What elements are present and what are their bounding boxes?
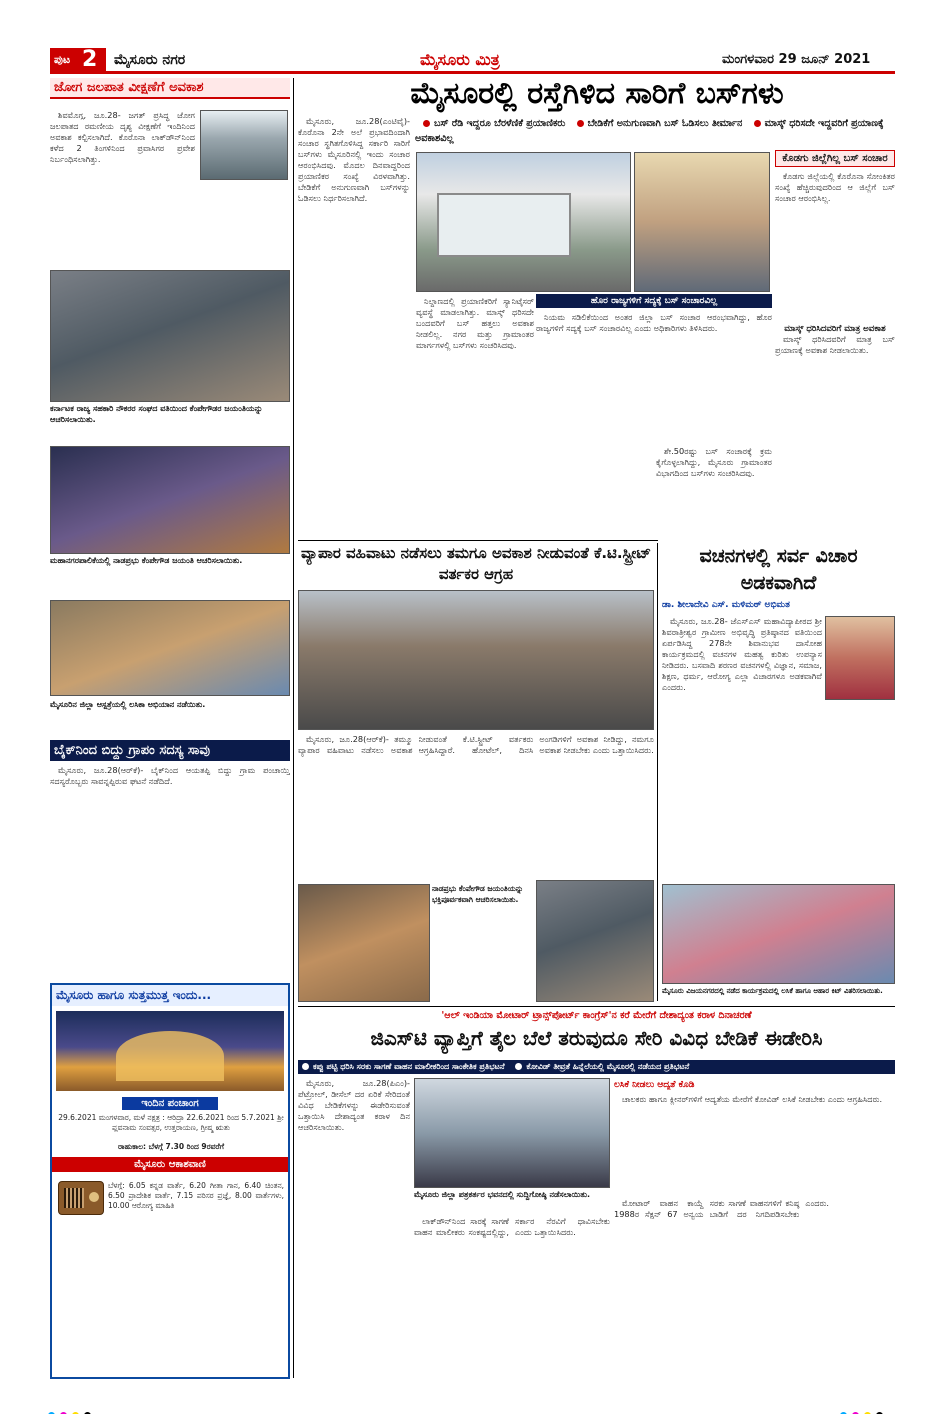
bullet-icon: [754, 120, 761, 127]
paper-name: ಮೈಸೂರು ಮಿತ್ರ: [420, 50, 500, 69]
vachana-headline: ವಚನಗಳಲ್ಲಿ ಸರ್ವ ವಿಚಾರ ಅಡಕವಾಗಿದೆ: [699, 545, 858, 594]
rahu-kala: ರಾಹುಕಾಲ: ಬೆಳಗ್ಗೆ 7.30 ರಿಂದ 9ರವರೆಗೆ: [117, 1142, 225, 1151]
issue-date: ಮಂಗಳವಾರ 29 ಜೂನ್ 2021: [722, 52, 871, 67]
lead-body: ಮೈಸೂರು, ಜೂ.28(ಎಂಟಿವೈ)- ಕೊರೊನಾ 2ನೇ ಅಲೆ ಪ್ರಭಾವದಿಂದಾಗಿ ಸಂಚಾರ ಸ್ಥಗಿತಗೊಳಿಸಿದ್ದ ಸರ್ಕಾರಿ ಸಾರಿಗೆ ಬಸ್‌ಗಳು ಮೈಸೂರಿನಲ್ಲಿ ಇಂದು ಸಂಚಾರ ಆರಂಭಿಸಿದವು. ಮೊದಲ ದಿನವಾದ್ದರಿಂದ ಪ್ರಯಾಣಿಕರ ಸಂಖ್ಯೆ ವಿರಳವಾಗಿತ್ತು. ಬೇಡಿಕೆಗೆ ಅನುಗುಣವಾಗಿ ಬಸ್‌ಗಳನ್ನು ಓಡಿಸಲು ನಿರ್ಧರಿಸಲಾಗಿದೆ.: [298, 116, 410, 203]
lead-body-col2: ನಿಲ್ದಾಣದಲ್ಲಿ ಪ್ರಯಾಣಿಕರಿಗೆ ಸ್ಯಾನಿಟೈಸರ್ ವ್ಯವಸ್ಥೆ ಮಾಡಲಾಗಿತ್ತು. ಮಾಸ್ಕ್ ಧರಿಸದೇ ಬಂದವರಿಗೆ ಬಸ್ ಹತ್ತಲು ಅವಕಾಶ ನೀಡಲಿಲ್ಲ. ನಗರ ಮತ್ತು ಗ್ರಾಮಾಂತರ ಮಾರ್ಗಗಳಲ್ಲಿ ಬಸ್‌ಗಳು ಸಂಚರಿಸಿದವು.: [416, 296, 534, 350]
lead-photo-caption: ಹೊರ ರಾಜ್ಯಗಳಿಗೆ ಸದ್ಯಕ್ಕೆ ಬಸ್ ಸಂಚಾರವಿಲ್ಲ: [536, 294, 772, 308]
subpoint: ಮಾಸ್ಕ್ ಧರಿಸದೇ ಇದ್ದವರಿಗೆ ಪ್ರಯಾಣಕ್ಕೆ ಅವಕಾಶವಿಲ್ಲ: [415, 118, 884, 144]
story-body: ಶಿವಮೊಗ್ಗ, ಜೂ.28- ಜಗತ್ ಪ್ರಸಿದ್ಧ ಜೋಗ ಜಲಪಾತದ ರಮಣೀಯ ದೃಶ್ಯ ವೀಕ್ಷಣೆಗೆ ಇಂದಿನಿಂದ ಅವಕಾಶ ಕಲ್ಪಿಸಲಾಗಿದೆ. ಕೊರೊನಾ ಲಾಕ್‌ಡೌನ್‌ನಿಂದ ಕಳೆದ 2 ತಿಂಗಳಿನಿಂದ ಪ್ರವಾಸಿಗರ ಪ್ರವೇಶ ನಿರ್ಬಂಧಿಸಲಾಗಿತ್ತು.: [50, 110, 195, 164]
story-headline: ಜೋಗ ಜಲಪಾತ ವೀಕ್ಷಣೆಗೆ ಅವಕಾಶ: [50, 78, 290, 99]
page-number: 2: [82, 48, 98, 72]
photo-caption: ಮೈಸೂರು ವಿಜಯನಗರದಲ್ಲಿ ನಡೆದ ಕಾರ್ಯಕ್ರಮದಲ್ಲಿ ಲಸಿಕೆ ಹಾಗೂ ಆಹಾರ ಕಿಟ್ ವಿತರಿಸಲಾಯಿತು.: [662, 986, 895, 1004]
subpoint: ಬೇಡಿಕೆಗೆ ಅನುಗುಣವಾಗಿ ಬಸ್ ಓಡಿಸಲು ತೀರ್ಮಾನ: [587, 118, 743, 129]
print-registration-marks: [48, 1404, 108, 1414]
photo-caption: ನಾಡಪ್ರಭು ಕೆಂಪೇಗೌಡ ಜಯಂತಿಯನ್ನು ಭಕ್ತಿಪೂರ್ವಕವಾಗಿ ಆಚರಿಸಲಾಯಿತು.: [432, 884, 534, 1002]
bus-stand-photo: [416, 152, 631, 292]
panchanga-text: 29.6.2021 ಮಂಗಳವಾರ, ಮಳೆ ನಕ್ಷತ್ರ : ಆರಿದ್ರಾ 22.6.2021 ರಿಂದ 5.7.2021 ಶ್ರೀ ಪ್ಲವನಾಮ ಸಂವತ್ಸರ, ಉತ್ತರಾಯಣ, ಗ್ರೀಷ್ಮ ಋತು: [58, 1113, 284, 1132]
lead-body-col3: ನಿಯಮ ಸಡಿಲಿಕೆಯಿಂದ ಅಂತರ ಜಿಲ್ಲಾ ಬಸ್ ಸಂಚಾರ ಆರಂಭವಾಗಿದ್ದು, ಹೊರ ರಾಜ್ಯಗಳಿಗೆ ಸದ್ಯಕ್ಕೆ ಬಸ್ ಸಂಚಾರವಿಲ್ಲ ಎಂದು ಅಧಿಕಾರಿಗಳು ತಿಳಿಸಿದರು.: [536, 312, 772, 333]
kt-street-body: ಮೈಸೂರು, ಜೂ.28(ಆರ್‌ಕೆ)- ತಮ್ಮೂ ವ್ಯಾಪಾರ ವಹಿವಾಟು ನಡೆಸಲು ಅವಕಾಶ ನೀಡುವಂತೆ ಕೆ.ಟಿ.ಸ್ಟ್ರೀಟ್ ವರ್ತಕರು ಆಗ್ರಹಿಸಿದ್ದಾರೆ. ಹೋಟೆಲ್, ದಿನಸಿ ಅಂಗಡಿಗಳಿಗೆ ಅವಕಾಶ ನೀಡಿದ್ದು, ನಮಗೂ ಅವಕಾಶ ನೀಡಬೇಕು ಎಂದು ಒತ್ತಾಯಿಸಿದರು.: [298, 734, 654, 755]
radio-icon: [58, 1181, 104, 1215]
bike-accident-story: [50, 740, 290, 978]
panchanga-title: ಇಂದಿನ ಪಂಚಾಂಗ: [122, 1097, 218, 1110]
story-headline: ಬೈಕ್‌ನಿಂದ ಬಿದ್ದು ಗ್ರಾಪಂ ಸದಸ್ಯ ಸಾವು: [50, 740, 290, 761]
strap-text: ಕೋವಿಡ್ ತೀವ್ರತೆ ಹಿನ್ನೆಲೆಯಲ್ಲಿ ಮೈಸೂರಲ್ಲಿ ನಡೆಯದ ಪ್ರತಿಭಟನೆ: [526, 1062, 690, 1071]
kodagu-body: ಕೊಡಗು ಜಿಲ್ಲೆಯಲ್ಲಿ ಕೊರೊನಾ ಸೋಂಕಿತರ ಸಂಖ್ಯೆ ಹೆಚ್ಚಿರುವುದರಿಂದ ಆ ಜಿಲ್ಲೆಗೆ ಬಸ್ ಸಂಚಾರ ಆರಂಭಿಸಿಲ್ಲ.: [775, 171, 895, 203]
gst-kicker: 'ಆಲ್ ಇಂಡಿಯಾ ಮೋಟಾರ್ ಟ್ರಾನ್ಸ್‌ಪೋರ್ಟ್ ಕಾಂಗ್ರೆಸ್'ನ ಕರೆ ಮೇರೆಗೆ ದೇಶಾದ್ಯಂತ ಕರಾಳ ದಿನಾಚರಣೆ: [441, 1010, 752, 1021]
statue-photo: [50, 446, 290, 554]
print-registration-marks: [840, 1404, 900, 1414]
today-title: ಮೈಸೂರು ಹಾಗೂ ಸುತ್ತಮುತ್ತ ಇಂದು...: [52, 985, 288, 1006]
lead-headline: ಮೈಸೂರಲ್ಲಿ ರಸ್ತೆಗಿಳಿದ ಸಾರಿಗೆ ಬಸ್‌ಗಳು: [410, 76, 784, 111]
photo-caption: ಮಹಾನಗರಪಾಲಿಕೆಯಲ್ಲಿ ನಾಡಪ್ರಭು ಕೆಂಪೇಗೌಡ ಜಯಂತಿ ಆಚರಿಸಲಾಯಿತು.: [50, 556, 290, 596]
jog-falls-story: [50, 78, 290, 266]
subpoint: ಬಸ್ ರೆಡಿ ಇದ್ದರೂ ಬೆರಳೆಣಿಕೆ ಪ್ರಯಾಣಿಕರು: [434, 118, 566, 129]
press-meet-photo: [414, 1078, 610, 1188]
gst-body-col3: ಮೋಟಾರ್ ವಾಹನ ಕಾಯ್ದೆ 1988ರ ಸೆಕ್ಷನ್ 67 ಅನ್ವಯ ಸರಕು ಸಾಗಣೆ ವಾಹನಗಳಿಗೆ ಕನಿಷ್ಠ ಬಾಡಿಗೆ ದರ ನಿಗದಿಪಡಿಸಬೇಕು ಎಂದರು.: [614, 1198, 830, 1219]
today-box: [50, 983, 290, 1379]
gst-body-col2: ಲಾಕ್‌ಡೌನ್‌ನಿಂದ ಸಾರಕ್ಕೆ ಸಾಗಣೆ ವಾಹನ ಮಾಲೀಕರು ಸಂಕಷ್ಟದಲ್ಲಿದ್ದು, ಸರ್ಕಾರ ನೆರವಿಗೆ ಧಾವಿಸಬೇಕು ಎಂದು ಒತ್ತಾಯಿಸಿದರು.: [414, 1216, 610, 1237]
bullet-icon: [423, 120, 430, 127]
page-label: ಪುಟ: [54, 53, 71, 66]
kodagu-title: ಕೊಡಗು ಜಿಲ್ಲೆಗಿಲ್ಲ ಬಸ್ ಸಂಚಾರ: [775, 150, 895, 167]
kempegowda-photo: [298, 884, 430, 1002]
section-title: ಮೈಸೂರು ನಗರ: [114, 52, 186, 68]
traders-protest-photo: [298, 590, 654, 730]
kodagu-sub-body: ಮಾಸ್ಕ್ ಧರಿಸಿದವರಿಗೆ ಮಾತ್ರ ಬಸ್ ಪ್ರಯಾಣಕ್ಕೆ ಅವಕಾಶ ನೀಡಲಾಯಿತು.: [775, 334, 895, 355]
waterfall-photo: [200, 110, 288, 180]
lead-subpoints: [415, 116, 895, 150]
photo-caption: ಕರ್ನಾಟಕ ರಾಜ್ಯ ಸಹಕಾರಿ ನೌಕರರ ಸಂಘದ ವತಿಯಿಂದ ಕೆಂಪೇಗೌಡರ ಜಯಂತಿಯನ್ನು ಆಚರಿಸಲಾಯಿತು.: [50, 404, 290, 440]
cooperative-meeting-photo: [50, 270, 290, 402]
bullet-icon: [515, 1063, 522, 1070]
photo-caption: ಮೈಸೂರು ಜಿಲ್ಲಾ ಪತ್ರಕರ್ತರ ಭವನದಲ್ಲಿ ಸುದ್ದಿಗೋಷ್ಠಿ ನಡೆಸಲಾಯಿತು.: [414, 1190, 610, 1214]
kodagu-subhead: ಮಾಸ್ಕ್ ಧರಿಸಿದವರಿಗೆ ಮಾತ್ರ ಅವಕಾಶ: [784, 324, 886, 334]
photo-caption: ಮೈಸೂರಿನ ಜಿಲ್ಲಾ ಆಸ್ಪತ್ರೆಯಲ್ಲಿ ಲಸಿಕಾ ಅಭಿಯಾನ ನಡೆಯಿತು.: [50, 700, 290, 732]
lead-body-col4: ಶೇ.50ರಷ್ಟು ಬಸ್ ಸಂಚಾರಕ್ಕೆ ಕ್ರಮ ಕೈಗೊಳ್ಳಲಾಗಿದ್ದು, ಮೈಸೂರು ಗ್ರಾಮಾಂತರ ವಿಭಾಗದಿಂದ ಬಸ್‌ಗಳು ಸಂಚರಿಸಿದವು.: [656, 446, 772, 478]
felicitation-photo: [50, 600, 290, 696]
mysore-palace-illustration: [56, 1011, 284, 1091]
lasike-body: ಚಾಲಕರು ಹಾಗೂ ಕ್ಲೀನರ್‌ಗಳಿಗೆ ಆದ್ಯತೆಯ ಮೇರೆಗೆ ಕೋವಿಡ್ ಲಸಿಕೆ ನೀಡಬೇಕು ಎಂದು ಆಗ್ರಹಿಸಿದರು.: [622, 1094, 883, 1104]
bullet-icon: [302, 1063, 309, 1070]
gst-body: ಮೈಸೂರು, ಜೂ.28(ಪಿಎಂ)- ಪೆಟ್ರೋಲ್, ಡೀಸೆಲ್ ದರ ಏರಿಕೆ ಸೇರಿದಂತೆ ವಿವಿಧ ಬೇಡಿಕೆಗಳನ್ನು ಈಡೇರಿಸುವಂತೆ ಒತ್ತಾಯಿಸಿ ದೇಶಾದ್ಯಂತ ಕರಾಳ ದಿನ ಆಚರಿಸಲಾಯಿತು.: [298, 1078, 410, 1132]
gst-strap: [298, 1060, 895, 1074]
kt-street-headline: ವ್ಯಾಪಾರ ವಹಿವಾಟು ನಡೆಸಲು ತಮಗೂ ಅವಕಾಶ ನೀಡುವಂತೆ ಕೆ.ಟಿ.ಸ್ಟ್ರೀಟ್ ವರ್ತಕರ ಆಗ್ರಹ: [300, 544, 652, 583]
lasike-title: ಲಸಿಕೆ ನೀಡಲು ಆದ್ಯತೆ ಕೊಡಿ: [614, 1080, 695, 1090]
vachana-byline: ಡಾ. ಶೀಲಾದೇವಿ ಎಸ್. ಮಳಿಮಠ್ ಅಭಿಮತ: [662, 600, 790, 610]
vachana-body: ಮೈಸೂರು, ಜೂ.28- ಜೆಎಸ್‌ಎಸ್ ಮಹಾವಿದ್ಯಾಪೀಠದ ಶ್ರೀ ಶಿವರಾತ್ರೀಶ್ವರ ಗ್ರಾಮೀಣ ಅಭಿವೃದ್ಧಿ ಪ್ರತಿಷ್ಠಾನದ ವತಿಯಿಂದ ಏರ್ಪಡಿಸಿದ್ದ 278ನೇ ಶಿವಾನುಭವ ದಾಸೋಹ ಕಾರ್ಯಕ್ರಮದಲ್ಲಿ ವಚನಗಳ ಮಹತ್ವ ಕುರಿತು ಉಪನ್ಯಾಸ ನೀಡಿದರು. ಬಸವಾದಿ ಶರಣರ ವಚನಗಳಲ್ಲಿ ವಿಜ್ಞಾನ, ಸಮಾಜ, ಶಿಕ್ಷಣ, ಧರ್ಮ, ಆರೋಗ್ಯ ಎಲ್ಲಾ ವಿಚಾರಗಳೂ ಅಡಕವಾಗಿವೆ ಎಂದರು.: [662, 616, 822, 692]
gst-headline: ಜಿಎಸ್‌ಟಿ ವ್ಯಾಪ್ತಿಗೆ ತೈಲ ಬೆಲೆ ತರುವುದೂ ಸೇರಿ ವಿವಿಧ ಬೇಡಿಕೆ ಈಡೇರಿಸಿ: [370, 1026, 823, 1050]
bullet-icon: [577, 120, 584, 127]
story-body: ಮೈಸೂರು, ಜೂ.28(ಆರ್‌ಕೆ)- ಬೈಕ್‌ನಿಂದ ಆಯತಪ್ಪಿ ಬಿದ್ದು ಗ್ರಾಮ ಪಂಚಾಯ್ತಿ ಸದಸ್ಯರೊಬ್ಬರು ಸಾವನ್ನಪ್ಪಿರುವ ಘಟನೆ ನಡೆದಿದೆ.: [50, 765, 290, 786]
page-number-badge: [50, 48, 106, 72]
speaker-portrait: [825, 616, 895, 700]
strap-text: ಕಪ್ಪು ಪಟ್ಟಿ ಧರಿಸಿ ಸರಕು ಸಾಗಣೆ ವಾಹನ ಮಾಲೀಕರಿಂದ ಸಾಂಕೇತಿಕ ಪ್ರತಿಭಟನೆ: [313, 1062, 505, 1071]
radio-title: ಮೈಸೂರು ಆಕಾಶವಾಣಿ: [52, 1157, 288, 1172]
bus-interior-photo: [634, 152, 770, 292]
group-photo: [536, 880, 654, 1002]
radio-schedule: ಬೆಳಗ್ಗೆ: 6.05 ಕನ್ನಡ ವಾರ್ತೆ, 6.20 ಗೀತಾ ಗಾನ, 6.40 ಚಿಂತನ, 6.50 ಪ್ರಾದೇಶಿಕ ವಾರ್ತೆ, 7.15 ಪರಿಸರ ಪ್ರಜ್ಞೆ, 8.00 ವಾರ್ತೆಗಳು, 10.00 ಆರೋಗ್ಯ ಮಾಹಿತಿ: [108, 1181, 284, 1210]
vaccination-photo: [662, 884, 895, 984]
masthead: [50, 48, 895, 74]
